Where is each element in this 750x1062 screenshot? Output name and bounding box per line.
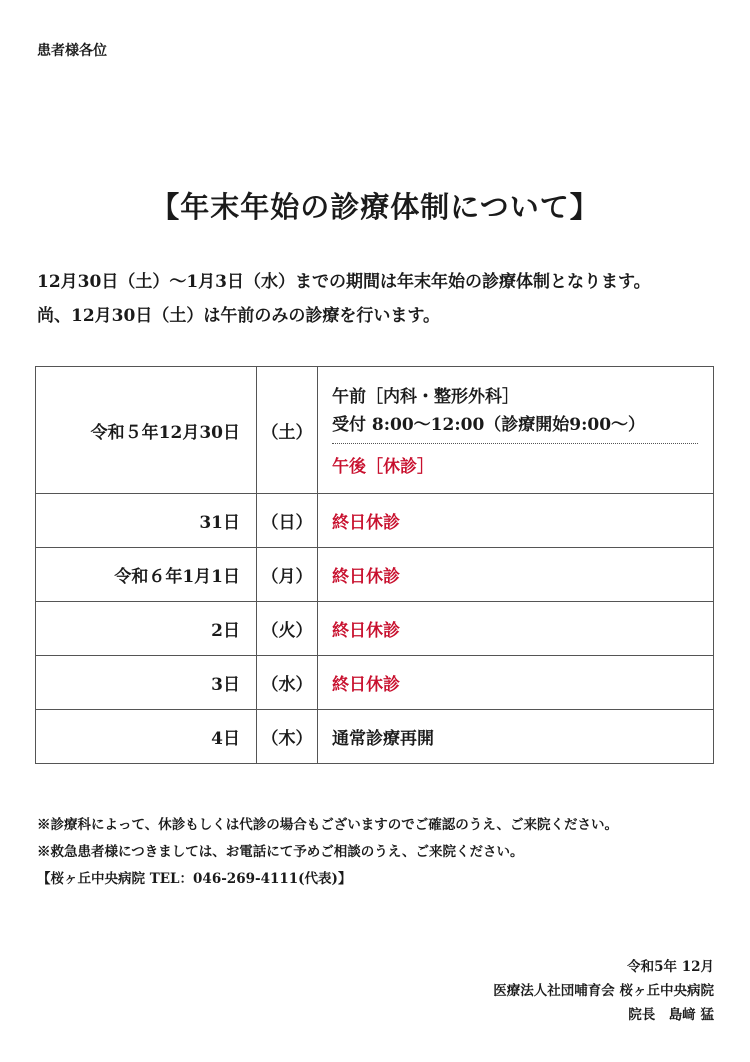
schedule-date: 2日: [36, 602, 257, 656]
signature-director: 院長 島﨑 猛: [628, 1007, 714, 1023]
morning-departments: 午前［内科・整形外科］: [332, 387, 519, 407]
schedule-status: 終日休診: [318, 656, 714, 710]
notice-title: 【年末年始の診療体制について】: [150, 190, 600, 224]
schedule-weekday: （水）: [257, 656, 318, 710]
note-item: ※救急患者様につきましては、お電話にて予めご相談のうえ、ご来院ください。: [37, 844, 524, 860]
intro-text: [37, 265, 651, 333]
signature-date: 令和5年 12月: [627, 959, 714, 975]
hospital-contact: 【桜ヶ丘中央病院 TEL：046-269-4111(代表)】: [37, 871, 352, 887]
schedule-weekday: （土）: [257, 367, 318, 494]
addressee: 患者様各位: [37, 43, 107, 59]
schedule-row: [36, 367, 714, 494]
afternoon-closed: 午後［休診］: [332, 457, 434, 477]
schedule-row: [36, 656, 714, 710]
notes: [37, 812, 618, 893]
signature-organization: 医療法人社団哺育会 桜ヶ丘中央病院: [493, 983, 714, 999]
schedule-status: 終日休診: [318, 602, 714, 656]
schedule-row: [36, 494, 714, 548]
schedule-date: 3日: [36, 656, 257, 710]
schedule-date: 令和６年1月1日: [36, 548, 257, 602]
schedule-row: [36, 602, 714, 656]
schedule-weekday: （月）: [257, 548, 318, 602]
intro-line-1: 12月30日（土）～1月3日（水）までの期間は年末年始の診療体制となります。: [37, 272, 651, 292]
schedule-status: 通常診療再開: [318, 710, 714, 764]
schedule-status: 終日休診: [318, 548, 714, 602]
schedule-weekday: （火）: [257, 602, 318, 656]
schedule-date: 令和５年12月30日: [36, 367, 257, 494]
schedule-row: [36, 710, 714, 764]
dotted-divider: [332, 443, 698, 444]
signature-block: [493, 955, 714, 1027]
note-item: ※診療科によって、休診もしくは代診の場合もございますのでご確認のうえ、ご来院ください。: [37, 817, 619, 833]
schedule-weekday: （木）: [257, 710, 318, 764]
schedule-row: [36, 548, 714, 602]
morning-hours: 受付 8:00～12:00（診療開始9:00～）: [332, 415, 646, 435]
schedule-table: [35, 366, 714, 764]
schedule-info: [318, 367, 714, 494]
intro-line-2: 尚、12月30日（土）は午前のみの診療を行います。: [37, 306, 440, 326]
schedule-date: 31日: [36, 494, 257, 548]
schedule-date: 4日: [36, 710, 257, 764]
schedule-status: 終日休診: [318, 494, 714, 548]
schedule-weekday: （日）: [257, 494, 318, 548]
